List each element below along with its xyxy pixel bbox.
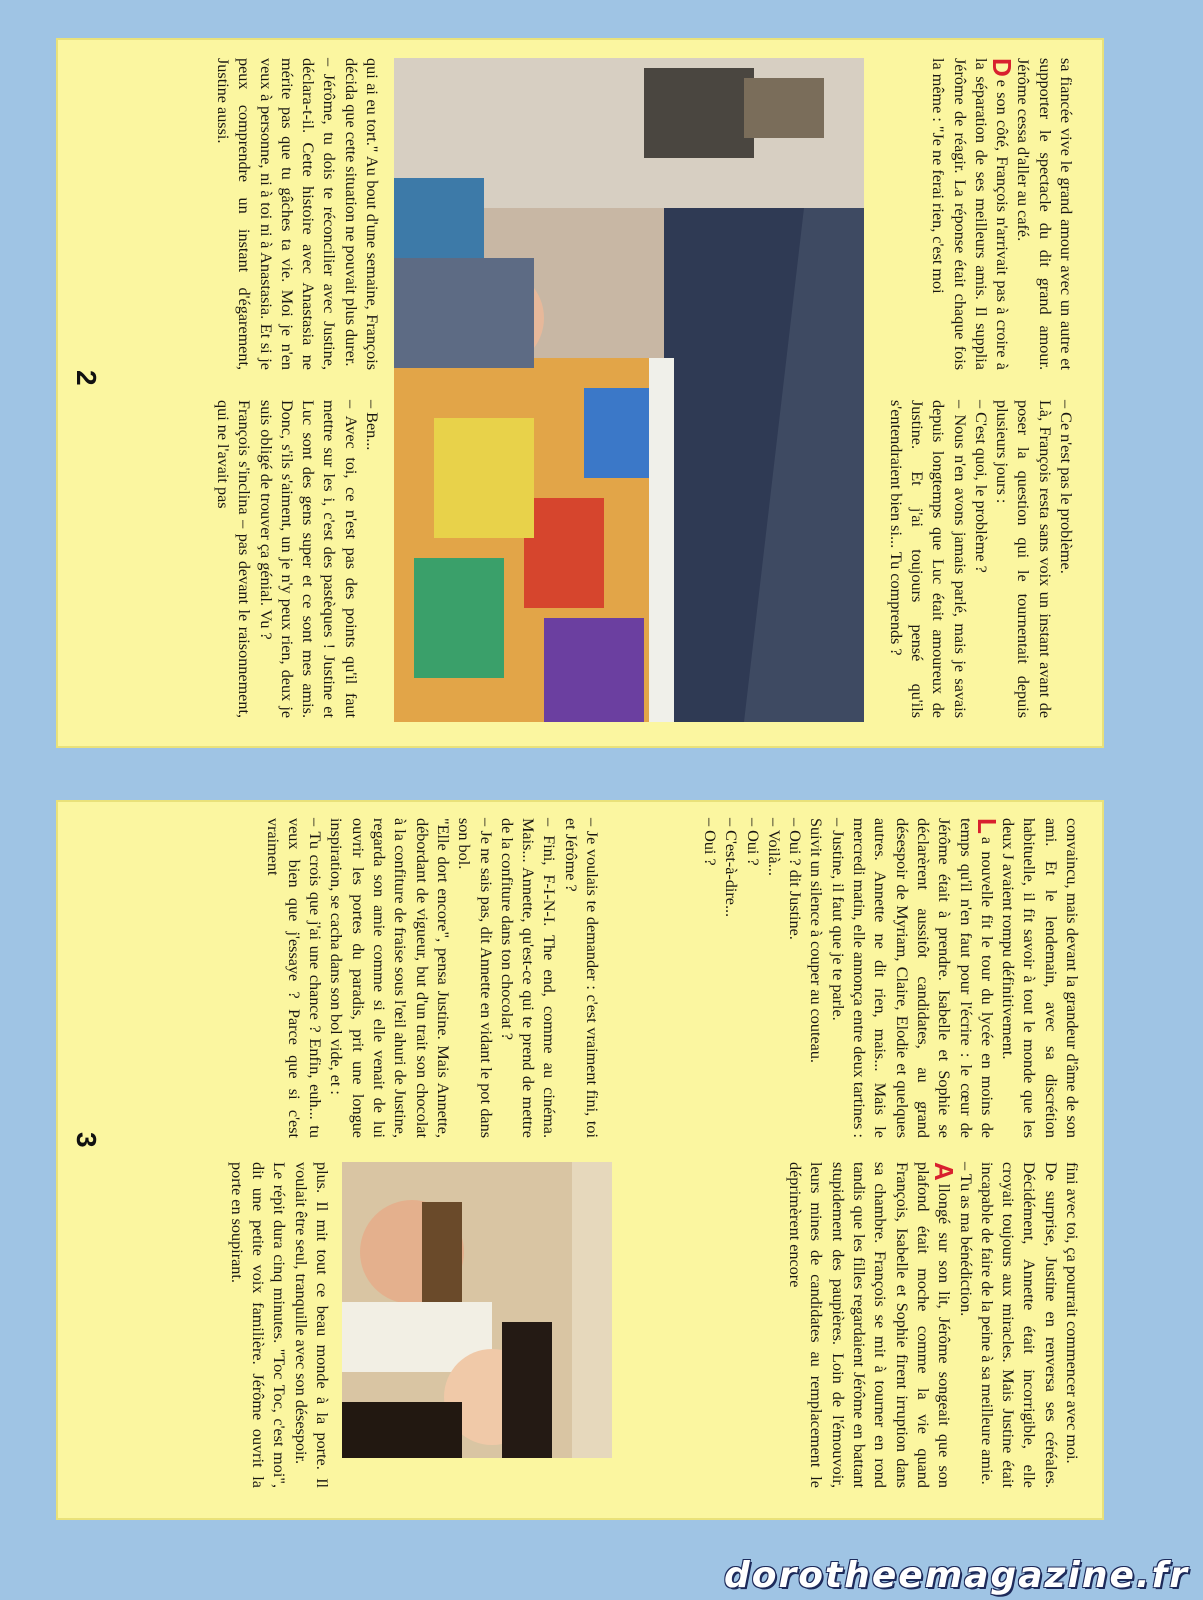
page2-col2 (212, 58, 382, 370)
photo-couple (342, 1162, 612, 1458)
page3-col4 (226, 1162, 332, 1488)
paragraph: D e son côté, François n'arrivait pas à croire à la séparation de ses meilleurs amis. Il supplia Jérôme de réagir. La réponse était chaque fois la même : "Je ne ferai rien, c'est moi (929, 58, 1018, 370)
paragraph: – Nous n'en avons jamais parlé, mais je savais depuis longtemps que Luc était amoureux de Justine. Et j'ai toujours pensé qu'ils s'entendraient bien si... Tu comprends ? (886, 400, 969, 718)
paragraph: plus. Il mit tout ce beau monde à la porte. Il voulait être seul, tranquille avec son désespoir. (291, 1162, 331, 1488)
paragraph: François s'inclina – pas devant le raisonnement, qui ne l'avait pas (213, 400, 254, 718)
drop-cap: A (929, 1162, 960, 1181)
site-watermark: dorotheemagazine.fr (724, 1555, 1189, 1596)
paragraph: – Oui ? dit Justine. (786, 818, 805, 940)
paragraph: – C'est-à-dire... (722, 818, 741, 918)
paragraph: L a nouvelle fit le tour du lycée en moins de temps qu'il n'en faut pour l'écrire : le cœur de Jérôme était à prendre. Isabelle et Sophie se déclarèrent aussitôt candidates, au grand désespoir de Myriam, Claire, Elodie et quelques autres. Annette ne dit rien, mais... Mais le mercredi matin, elle annonça entre deux tartines : (850, 818, 1002, 1139)
page2-col4 (212, 400, 382, 718)
paragraph: – Tu as ma bénédiction. (956, 1162, 975, 1317)
paragraph: De surprise, Justine en renversa ses céréales. Décidément, Annette était incorrigible, elle croyait toujours aux miracles. Mais Justine était incapable de faire de la peine à sa meilleure amie. (977, 1162, 1060, 1488)
paragraph: fini avec toi, ça pourrait commencer avec moi. (1063, 1162, 1081, 1464)
paragraph: convaincu, mais devant la grandeur d'âme de son ami. Et le lendemain, avec sa discrétion habituelle, il fit savoir à tout le monde que les deux J avaient rompu définitivement. (999, 818, 1081, 1138)
paragraph: – Avec toi, ce n'est pas des points qu'il faut mettre sur les i, c'est des pastèques ! Justine et Luc sont des gens super et ce sont mes amis. Donc, s'ils s'aiment, un je n'y peux rien, deux je suis obligé de trouver ça génial. Vu ? (256, 400, 360, 718)
paragraph: Suivit un silence à couper au couteau. (807, 818, 826, 1063)
paragraph: – Voilà... (764, 818, 783, 876)
paragraph: – Jérôme, tu dois te réconcilier avec Justine, déclara-t-il. Cette histoire avec Anastasia ne mérite pas que tu gâches ta vie. Moi je n'en veux à personne, ni à toi ni à Anastasia. Et si je peux comprendre un instant d'égarement, Justine aussi. (213, 58, 339, 370)
paragraph: "Elle dort encore", pensa Justine. Mais Annette, débordant de vigueur, but d'un trait son chocolat à la confiture de fraise sous l'œil ahuri de Justine, regarda son amie comme si elle venait de lui ouvrir les portes du paradis, prit une longue inspiration, se cacha dans son bol vide, et : (327, 818, 452, 1138)
page2-col1 (927, 58, 1076, 370)
paragraph: – C'est quoi, le problème ? (971, 400, 990, 573)
drop-cap: L (971, 818, 1002, 834)
page3-col1 (699, 818, 1082, 1138)
page3-col2 (261, 818, 602, 1138)
paragraph: – Je voulais te demander : c'est vraiment fini, toi et Jérôme ? (561, 818, 601, 1138)
drop-cap: D (987, 58, 1018, 77)
paragraph: Le répit dura cinq minutes. "Toc Toc, c'est moi", dit une petite voix familière. Jérôme ouvrit la porte en soupirant. (227, 1162, 289, 1488)
paragraph: – Oui ? (743, 818, 762, 866)
page-number: 3 (71, 1132, 102, 1148)
paragraph: – Oui ? (700, 818, 719, 866)
paragraph: – Je ne sais pas, dit Annette en vidant le pot dans son bol. (455, 818, 495, 1138)
paragraph: – Tu crois que j'ai une chance ? Enfin, euh... tu veux bien que j'essaye ? Parce que si c'est vraiment (263, 818, 325, 1138)
paragraph: A llongé sur son lit, Jérôme songeait que son plafond était moche comme la vie quand François, Isabelle et Sophie firent irruption dans sa chambre. François se mit à tourner en rond tandis que les filles regardaient Jérôme en battant stupidement des paupières. Loin de l'émouvoir, leurs mines de candidates au remplacement le déprimèrent encore (786, 1162, 960, 1488)
paragraph: – Fini, F-I-N-I. The end, comme au cinéma. Mais... Annette, qu'est-ce qui te prend de mettre de la confiture dans ton chocolat ? (497, 818, 559, 1138)
page3-col3 (784, 1162, 1082, 1488)
photo-boy-on-bed (394, 58, 864, 722)
page-3 (56, 800, 1104, 1520)
paragraph: qui ai eu tort." Au bout d'une semaine, François décida que cette situation ne pouvait plus durer. (341, 58, 381, 370)
paragraph: – Ce n'est pas le problème. (1057, 400, 1075, 574)
paragraph: sa fiancée vive le grand amour avec un autre et supporter le spectacle du dit grand amour. Jérôme cessa d'aller au café. (1014, 58, 1075, 370)
page-number: 2 (71, 370, 102, 386)
page-2 (56, 38, 1104, 748)
page2-col3 (884, 400, 1076, 718)
paragraph: – Justine, il faut que je te parle. (828, 818, 847, 1021)
paragraph: Là, François resta sans voix un instant avant de poser la question qui le tournentait depuis plusieurs jours : (993, 400, 1054, 718)
paragraph: – Ben... (363, 400, 381, 451)
